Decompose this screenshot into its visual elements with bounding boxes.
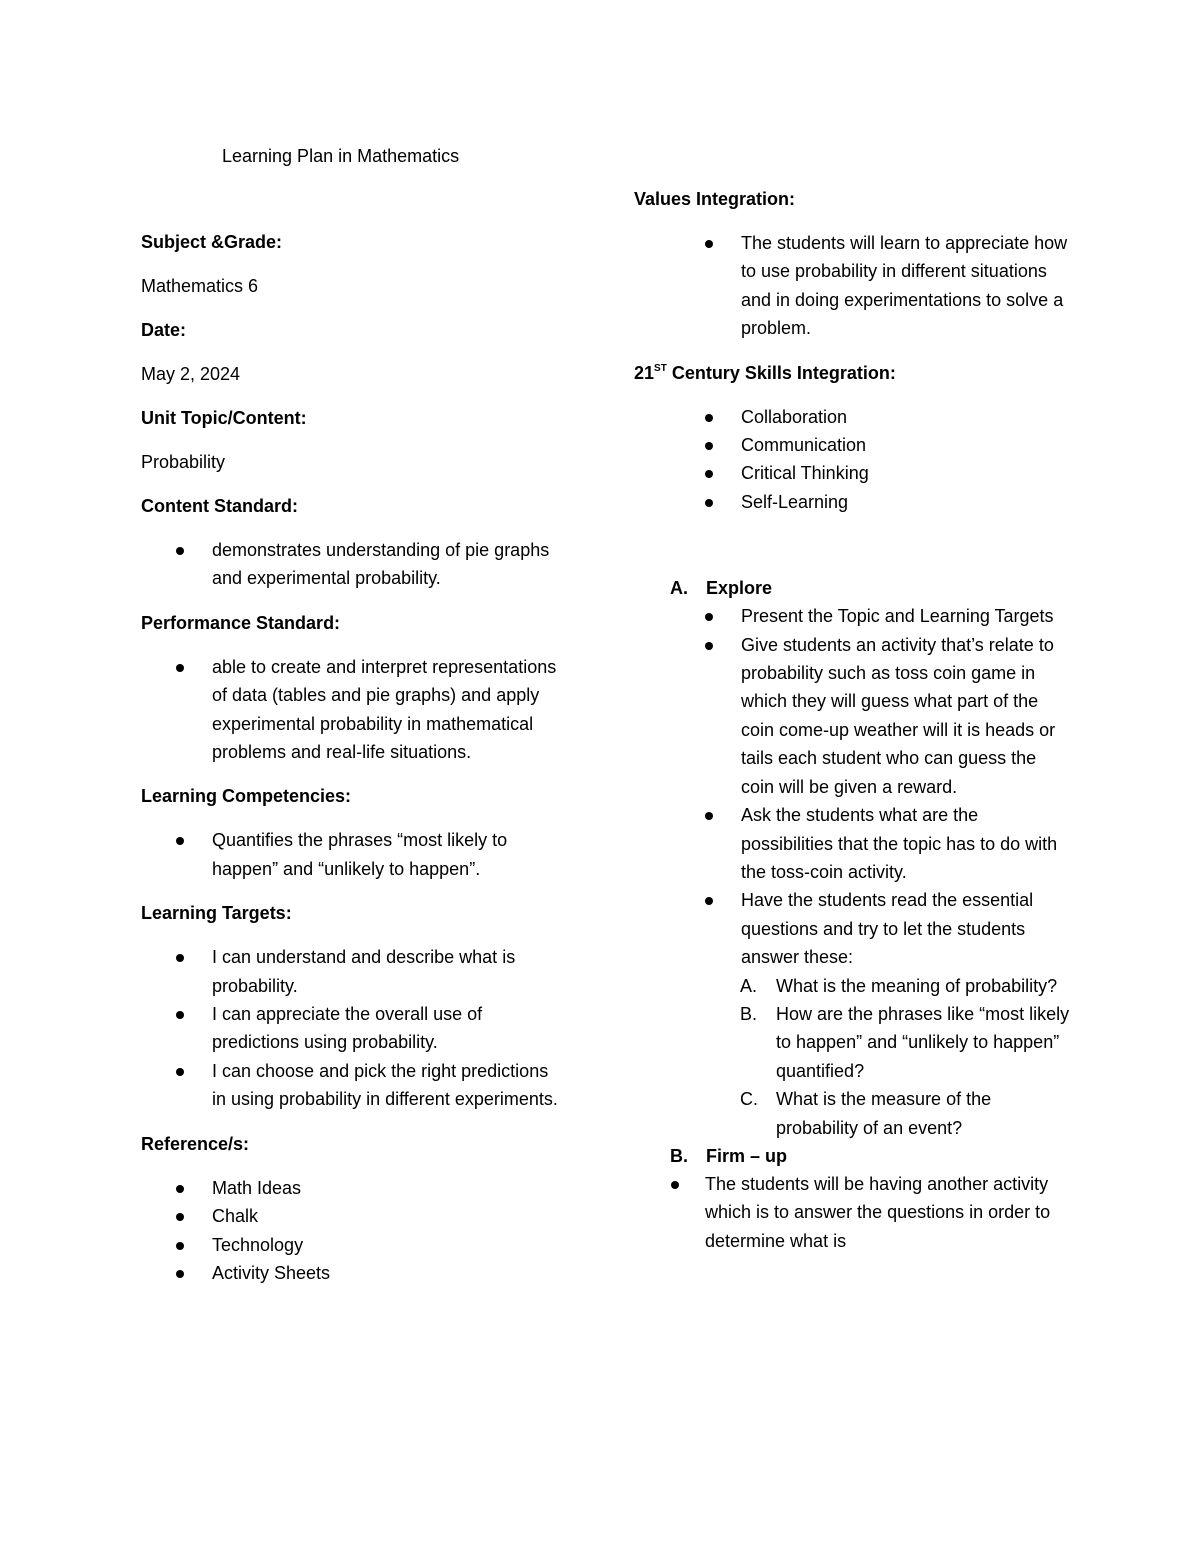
performance-standard-label: Performance Standard: <box>141 612 341 633</box>
bullet-icon <box>705 240 713 248</box>
competencies-label: Learning Competencies: <box>141 786 352 807</box>
skills-label: 21ST Century Skills Integration: <box>634 362 896 383</box>
list-item: Have the students read the essential questions and try to let the students answer these: <box>634 886 1074 971</box>
document-title: Learning Plan in Mathematics <box>222 146 460 166</box>
bullet-icon <box>176 1011 184 1019</box>
date-label: Date: <box>141 320 187 340</box>
list-item: Quantifies the phrases “most likely to happen” and “unlikely to happen”. <box>141 826 561 883</box>
list-item: Activity Sheets <box>141 1259 561 1287</box>
bullet-icon <box>176 1185 184 1193</box>
bullet-icon <box>705 642 713 650</box>
list-item: The students will be having another activity which is to answer the questions in order to determine what is <box>634 1170 1074 1255</box>
list-item: Present the Topic and Learning Targets <box>634 602 1074 630</box>
bullet-icon <box>176 837 184 845</box>
list-item: The students will learn to appreciate how to use probability in different situations and in doing experimentations to solve a problem. <box>634 229 1074 343</box>
right-column <box>634 185 1074 1255</box>
left-column <box>141 228 561 1287</box>
firm-up-list <box>634 1170 1074 1255</box>
list-item: Critical Thinking <box>634 459 1074 487</box>
list-item: B. How are the phrases like “most likely to happen” and “unlikely to happen” quantified? <box>740 1003 1070 1081</box>
list-item: I can choose and pick the right predictions in using probability in different experiments. <box>141 1057 561 1114</box>
list-item: Collaboration <box>634 403 1074 431</box>
essential-questions-list <box>634 972 1074 1142</box>
topic-label: Unit Topic/Content: <box>141 408 307 428</box>
bullet-icon <box>705 897 713 905</box>
bullet-icon <box>176 1213 184 1221</box>
bullet-icon <box>705 499 713 507</box>
performance-standard-list <box>141 653 561 767</box>
list-item: A. What is the meaning of probability? <box>740 975 1058 996</box>
list-item: Give students an activity that’s relate to probability such as toss coin game in which they will guess what part of the coin come-up weather will it is heads or tails each student who can guess the coin will be given a reward. <box>634 631 1074 801</box>
list-item: demonstrates understanding of pie graphs and experimental probability. <box>141 536 561 593</box>
list-item: Communication <box>634 431 1074 459</box>
bullet-icon <box>705 414 713 422</box>
targets-list <box>141 943 561 1113</box>
bullet-icon <box>176 1242 184 1250</box>
subject-label: Subject &Grade: <box>141 232 283 252</box>
firm-up-heading: B. Firm – up <box>670 1145 788 1166</box>
list-item: Math Ideas <box>141 1174 561 1202</box>
list-item: Chalk <box>141 1202 561 1230</box>
bullet-icon <box>705 470 713 478</box>
bullet-icon <box>671 1181 679 1189</box>
references-label: Reference/s: <box>141 1133 250 1154</box>
bullet-icon <box>705 812 713 820</box>
content-standard-label: Content Standard: <box>141 496 298 516</box>
bullet-icon <box>176 1270 184 1278</box>
bullet-icon <box>705 613 713 621</box>
subject-value: Mathematics 6 <box>141 276 259 296</box>
skills-list <box>634 403 1074 517</box>
list-item: I can appreciate the overall use of predictions using probability. <box>141 1000 561 1057</box>
list-item: Self-Learning <box>634 488 1074 516</box>
explore-heading: A. Explore <box>670 578 773 599</box>
content-standard-list <box>141 536 561 593</box>
bullet-icon <box>176 954 184 962</box>
list-item: C. What is the measure of the probability of an event? <box>740 1089 992 1138</box>
competencies-list <box>141 826 561 883</box>
targets-label: Learning Targets: <box>141 903 292 924</box>
values-label: Values Integration: <box>634 189 796 209</box>
explore-list <box>634 602 1074 971</box>
list-item: I can understand and describe what is probability. <box>141 943 561 1000</box>
bullet-icon <box>705 442 713 450</box>
bullet-icon <box>176 547 184 555</box>
references-list <box>141 1174 561 1288</box>
list-item: Ask the students what are the possibilities that the topic has to do with the toss-coin activity. <box>634 801 1074 886</box>
bullet-icon <box>176 664 184 672</box>
values-list <box>634 229 1074 343</box>
bullet-icon <box>176 1068 184 1076</box>
list-item: able to create and interpret representations of data (tables and pie graphs) and apply experimental probability in mathematical problems and real-life situations. <box>141 653 561 767</box>
date-value: May 2, 2024 <box>141 364 241 384</box>
list-item: Technology <box>141 1231 561 1259</box>
topic-value: Probability <box>141 452 226 472</box>
